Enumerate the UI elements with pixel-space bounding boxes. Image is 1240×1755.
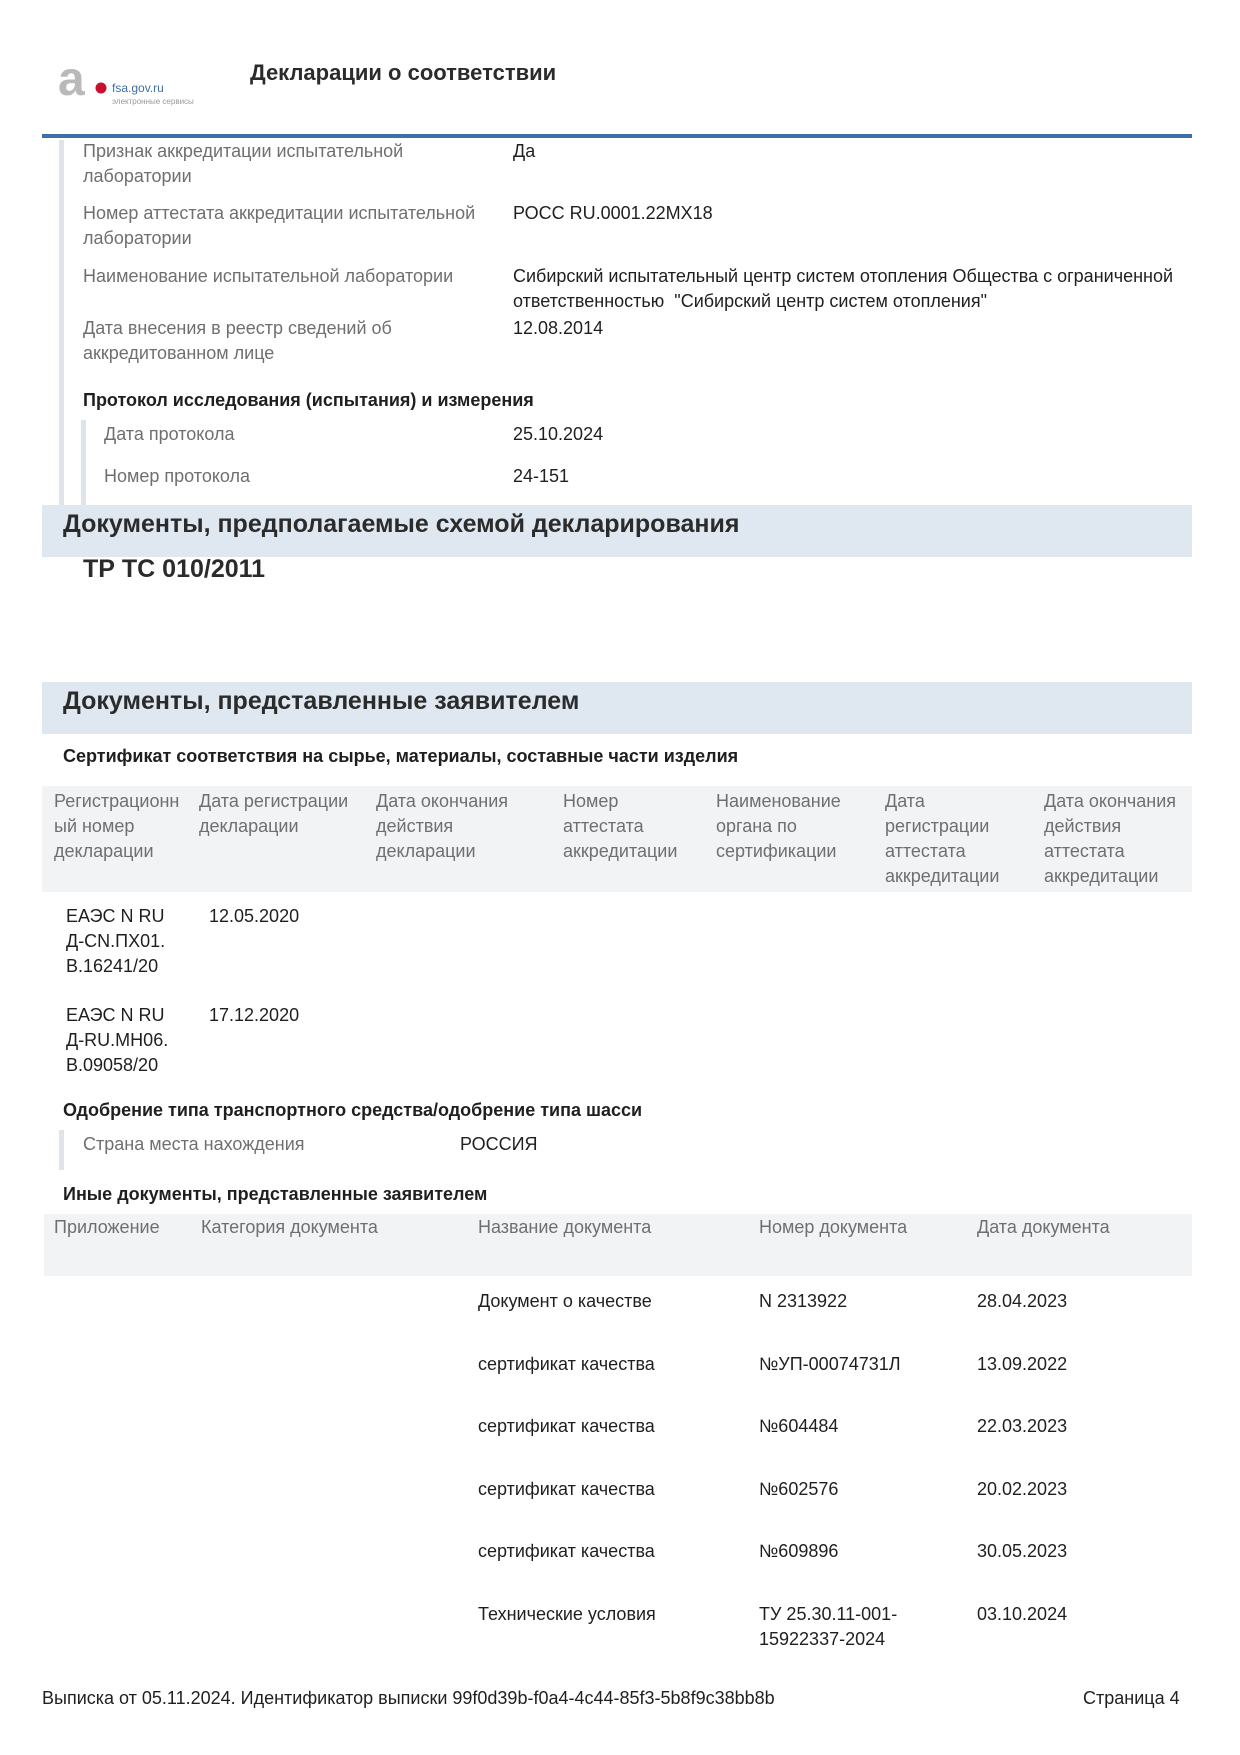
cert-heading: Сертификат соответствия на сырье, материалы, составные части изделия [63, 746, 739, 766]
other-row-5-name: сертификат качества [478, 1541, 655, 1561]
logo-letter: a [58, 55, 85, 106]
cert-col-reg-date: Дата регистрации декларации [199, 791, 349, 836]
lab-label-name: Наименование испытательной лаборатории [83, 266, 454, 286]
other-row-1-date: 28.04.2023 [977, 1291, 1068, 1311]
scheme-regulation: ТР ТС 010/2011 [83, 555, 266, 583]
other-row-4-number: №602576 [759, 1479, 839, 1499]
approval-country-value: РОССИЯ [460, 1134, 538, 1154]
protocol-number-label: Номер протокола [104, 466, 251, 486]
cert-col-end-date: Дата окончания действия декларации [376, 791, 509, 861]
lab-label-accreditation: Признак аккредитации испытательной лаборатории [83, 141, 404, 186]
other-row-6-date: 03.10.2024 [977, 1604, 1068, 1624]
other-row-5-number: №609896 [759, 1541, 839, 1561]
other-row-2-name: сертификат качества [478, 1354, 655, 1374]
footer-extract-id: Выписка от 05.11.2024. Идентификатор выписки 99f0d39b-f0a4-4c44-85f3-5b8f9c38bb8b [42, 1688, 775, 1708]
protocol-date-value: 25.10.2024 [513, 424, 604, 444]
approval-bar [59, 1130, 64, 1170]
cert-row-1-date: 12.05.2020 [209, 906, 300, 926]
other-col-number: Номер документа [759, 1217, 908, 1237]
lab-value-certificate: РОСС RU.0001.22МХ18 [513, 203, 713, 223]
approval-heading: Одобрение типа транспортного средства/одобрение типа шасси [63, 1100, 643, 1120]
other-row-6-number: ТУ 25.30.11-001- 15922337-2024 [759, 1604, 898, 1649]
logo-dot [96, 83, 107, 94]
other-col-attachment: Приложение [54, 1217, 160, 1237]
lab-value-registry-date: 12.08.2014 [513, 318, 604, 338]
lab-section-bar [59, 140, 64, 505]
other-row-1-name: Документ о качестве [478, 1291, 652, 1311]
scheme-section-title: Документы, предполагаемые схемой декларирования [63, 510, 740, 538]
cert-col-accreditation-reg-date: Дата регистрации аттестата аккредитации [885, 791, 1000, 886]
other-row-4-name: сертификат качества [478, 1479, 655, 1499]
logo-domain: fsa.gov.ru [112, 81, 164, 95]
applicant-section-title: Документы, представленные заявителем [63, 687, 580, 715]
header-divider [42, 134, 1192, 138]
cert-row-1-number: ЕАЭС N RU Д-CN.ПХ01. В.16241/20 [66, 906, 166, 976]
protocol-bar [81, 420, 86, 505]
lab-label-registry-date: Дата внесения в реестр сведений об аккредитованном лице [83, 318, 392, 363]
lab-label-certificate: Номер аттестата аккредитации испытательной лаборатории [83, 203, 476, 248]
other-row-2-date: 13.09.2022 [977, 1354, 1068, 1374]
logo-subtitle: электронные сервисы [112, 97, 194, 106]
other-row-3-number: №604484 [759, 1416, 839, 1436]
cert-col-reg-number: Регистрационн ый номер декларации [54, 791, 180, 861]
page-title: Декларации о соответствии [250, 60, 557, 85]
cert-col-body-name: Наименование органа по сертификации [716, 791, 841, 861]
other-row-3-name: сертификат качества [478, 1416, 655, 1436]
other-row-6-name: Технические условия [478, 1604, 656, 1624]
other-col-date: Дата документа [977, 1217, 1110, 1237]
footer-page-number: Страница 4 [1083, 1688, 1180, 1708]
lab-value-name: Сибирский испытательный центр систем отопления Общества с ограниченной ответственностью "Сибирский центр систем отопления" [513, 266, 1174, 311]
cert-row-2-number: ЕАЭС N RU Д-RU.МН06. В.09058/20 [66, 1005, 169, 1075]
protocol-date-label: Дата протокола [104, 424, 235, 444]
protocol-number-value: 24-151 [513, 466, 570, 486]
other-col-name: Название документа [478, 1217, 652, 1237]
other-row-4-date: 20.02.2023 [977, 1479, 1068, 1499]
lab-value-accreditation: Да [513, 141, 536, 161]
other-row-2-number: №УП-00074731Л [759, 1354, 901, 1374]
other-docs-heading: Иные документы, представленные заявителем [63, 1184, 488, 1204]
cert-row-2-date: 17.12.2020 [209, 1005, 300, 1025]
cert-col-accreditation-end-date: Дата окончания действия аттестата аккредитации [1044, 791, 1177, 886]
other-col-category: Категория документа [201, 1217, 378, 1237]
other-row-5-date: 30.05.2023 [977, 1541, 1068, 1561]
protocol-heading: Протокол исследования (испытания) и измерения [83, 390, 534, 410]
fsa-logo [58, 55, 208, 113]
other-row-3-date: 22.03.2023 [977, 1416, 1068, 1436]
approval-country-label: Страна места нахождения [83, 1134, 305, 1154]
cert-col-accreditation-number: Номер аттестата аккредитации [563, 791, 678, 861]
other-row-1-number: N 2313922 [759, 1291, 848, 1311]
